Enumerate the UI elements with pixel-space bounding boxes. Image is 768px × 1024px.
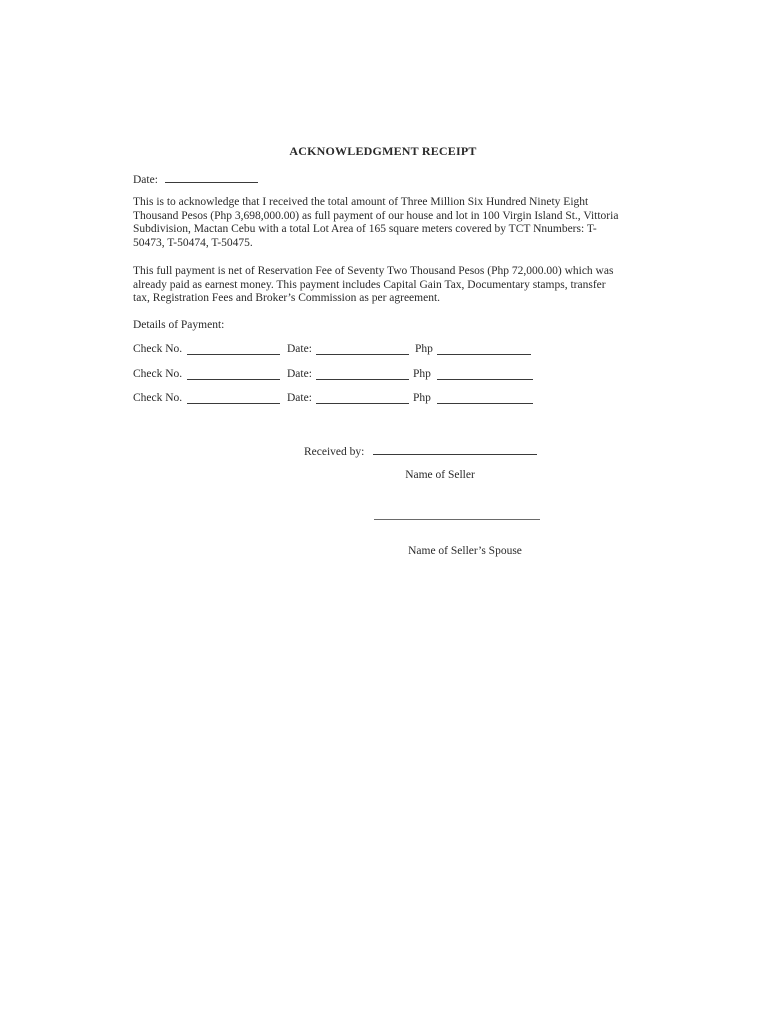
date-field xyxy=(133,172,258,188)
payment-terms-paragraph xyxy=(133,265,613,306)
date-label: Date: xyxy=(133,174,158,186)
payment-date-blank-line xyxy=(316,393,409,404)
php-label: Php xyxy=(415,343,433,355)
paragraph-line: Thousand Pesos (Php 3,698,000.00) as full payment of our house and lot in 100 Virgin Island St., Vittoria xyxy=(133,209,619,222)
php-label: Php xyxy=(413,392,431,404)
payment-date-blank-line xyxy=(316,344,409,355)
acknowledgment-paragraph xyxy=(133,196,619,250)
spouse-signature-line xyxy=(374,519,540,520)
payment-date-label: Date: xyxy=(287,392,312,404)
seller-name-label: Name of Seller xyxy=(405,469,475,481)
php-amount-blank-line xyxy=(437,344,531,355)
check-no-label: Check No. xyxy=(133,392,183,404)
received-by-label: Received by: xyxy=(304,446,365,458)
paragraph-line: This is to acknowledge that I received the total amount of Three Million Six Hundred Ninety Eight xyxy=(133,196,589,208)
paragraph-line: Subdivision, Mactan Cebu with a total Lot Area of 165 square meters covered by TCT Nnumbers: T- xyxy=(133,223,597,235)
check-no-label: Check No. xyxy=(133,343,183,355)
check-no-label: Check No. xyxy=(133,368,183,380)
php-amount-blank-line xyxy=(437,369,533,380)
check-no-blank-line xyxy=(187,393,280,404)
paragraph-line: tax, Registration Fees and Broker’s Commission as per agreement. xyxy=(133,292,441,304)
received-by-signature-line xyxy=(373,444,537,455)
paragraph-line: already paid as earnest money. This payment includes Capital Gain Tax, Documentary stamps, transfer xyxy=(133,278,606,291)
payment-date-label: Date: xyxy=(287,368,312,380)
payment-date-blank-line xyxy=(316,369,409,380)
check-no-blank-line xyxy=(187,369,280,380)
php-amount-blank-line xyxy=(437,393,533,404)
payment-date-label: Date: xyxy=(287,343,312,355)
paragraph-line: This full payment is net of Reservation Fee of Seventy Two Thousand Pesos (Php 72,000.00) which was xyxy=(133,265,614,277)
paragraph-line: 50473, T-50474, T-50475. xyxy=(133,236,253,249)
spouse-name-label: Name of Seller’s Spouse xyxy=(408,545,522,557)
document-title: ACKNOWLEDGMENT RECEIPT xyxy=(289,144,477,158)
php-label: Php xyxy=(413,368,431,380)
received-by-field xyxy=(304,444,537,460)
check-no-blank-line xyxy=(187,344,280,355)
details-of-payment-label: Details of Payment: xyxy=(133,319,225,331)
date-blank-line xyxy=(165,172,258,183)
